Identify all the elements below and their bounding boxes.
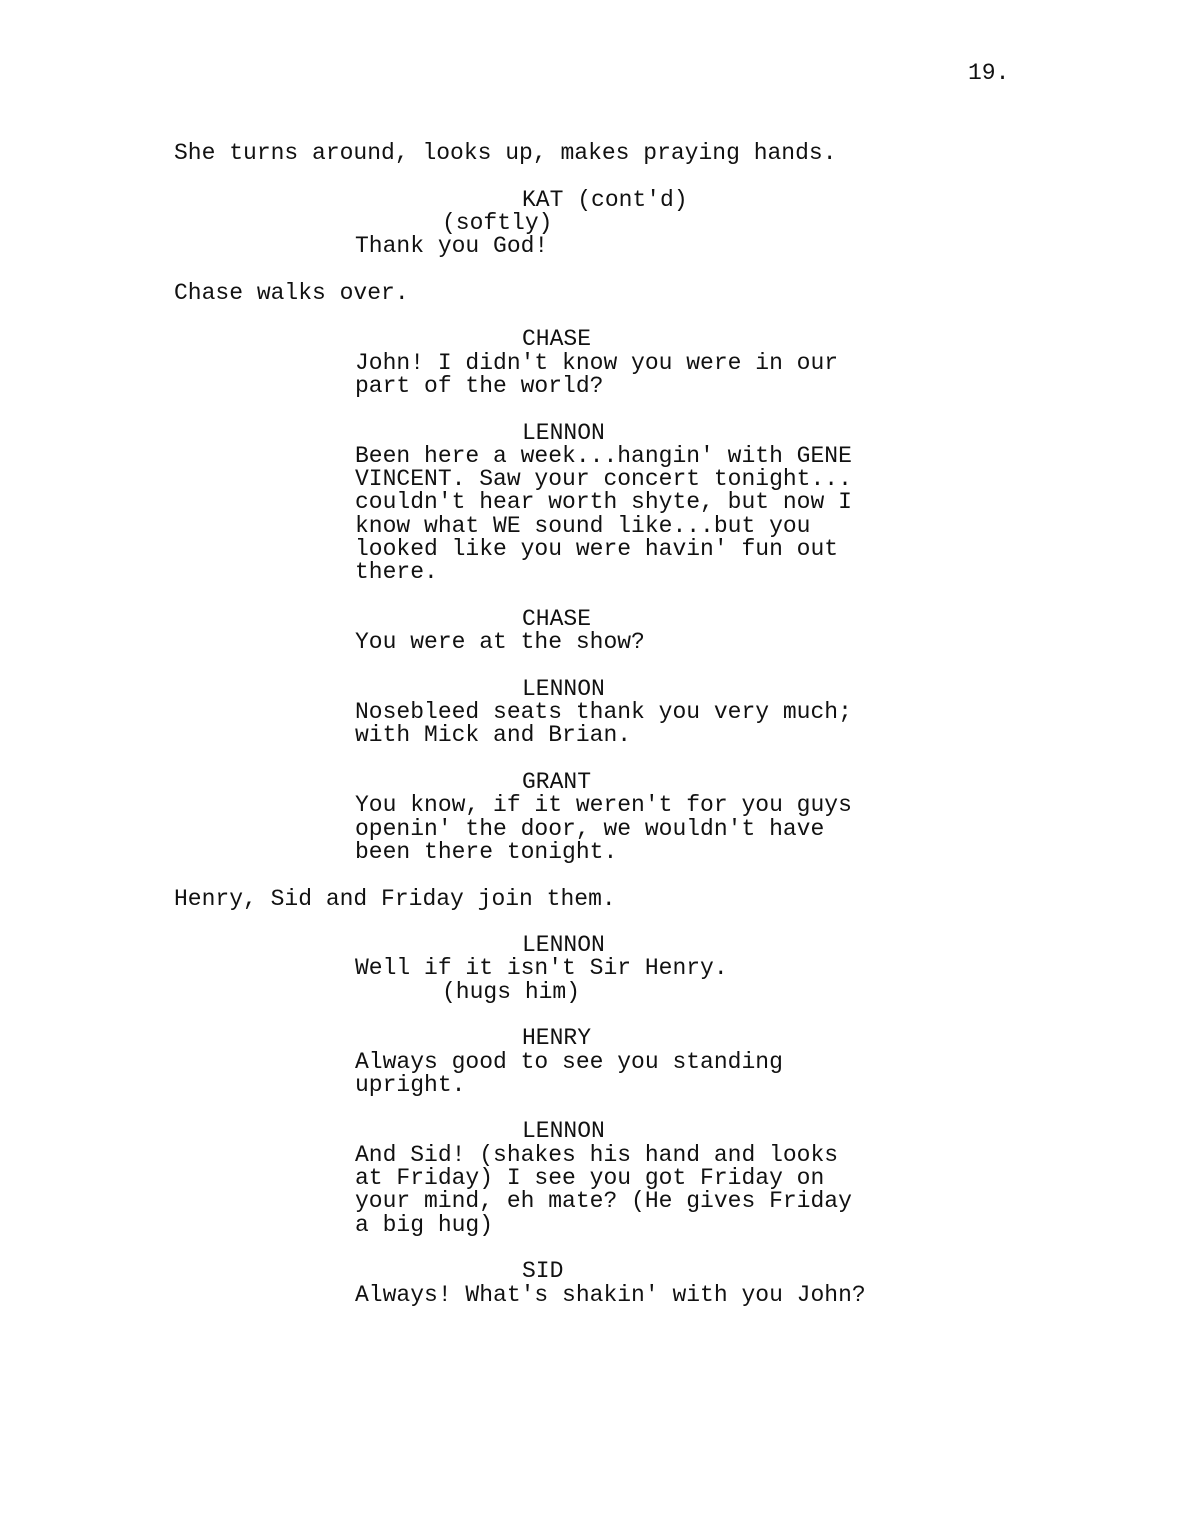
dialogue-text: John! I didn't know you were in our part of the world? [355, 349, 839, 399]
character-name: CHASE [522, 326, 592, 353]
character-name: KAT (cont'd) [522, 186, 688, 213]
dialogue-text: Been here a week...hangin' with GENE VINCENT. Saw your concert tonight... couldn't hear worth shyte, but now I know what WE sound like...but you looked like you were havin' fun out there. [355, 442, 852, 586]
character-name: SID [522, 1258, 564, 1285]
dialogue-text: Thank you God! [355, 233, 549, 260]
character-name: HENRY [522, 1025, 592, 1052]
dialogue-text: You know, if it weren't for you guys openin' the door, we wouldn't have been there tonight. [355, 792, 852, 865]
action-line: She turns around, looks up, makes praying hands. [174, 140, 837, 166]
character-name: LENNON [522, 675, 605, 702]
character-name: LENNON [522, 932, 605, 959]
dialogue-block [174, 934, 1074, 1004]
dialogue-block [174, 186, 1074, 260]
dialogue-text: Always good to see you standing upright. [355, 1048, 783, 1098]
character-name: LENNON [522, 1118, 605, 1145]
script-body [174, 142, 1074, 1330]
parenthetical: (hugs him) [442, 978, 581, 1005]
dialogue-text: You were at the show? [355, 629, 645, 656]
action-line: Chase walks over. [174, 279, 409, 306]
dialogue-text: Always! What's shakin' with you John? [355, 1281, 866, 1308]
character-name: CHASE [522, 605, 592, 632]
dialogue-block [174, 1027, 1074, 1097]
dialogue-block [174, 675, 1074, 749]
dialogue-block [174, 1260, 1074, 1307]
page-number: 19. [968, 60, 1010, 86]
character-name: LENNON [522, 419, 605, 446]
dialogue-text: Well if it isn't Sir Henry. [355, 955, 728, 982]
dialogue-block [174, 771, 1074, 864]
dialogue-text: And Sid! (shakes his hand and looks at Friday) I see you got Friday on your mind, eh mate? (He gives Friday a big hug) [355, 1141, 852, 1238]
parenthetical: (softly) [442, 209, 553, 236]
dialogue-block [174, 1120, 1074, 1236]
dialogue-block [174, 605, 1074, 656]
dialogue-text: Nosebleed seats thank you very much; with Mick and Brian. [355, 699, 852, 749]
dialogue-block [174, 328, 1074, 398]
action-line: Henry, Sid and Friday join them. [174, 885, 616, 912]
character-name: GRANT [522, 769, 592, 796]
dialogue-block [174, 419, 1074, 586]
